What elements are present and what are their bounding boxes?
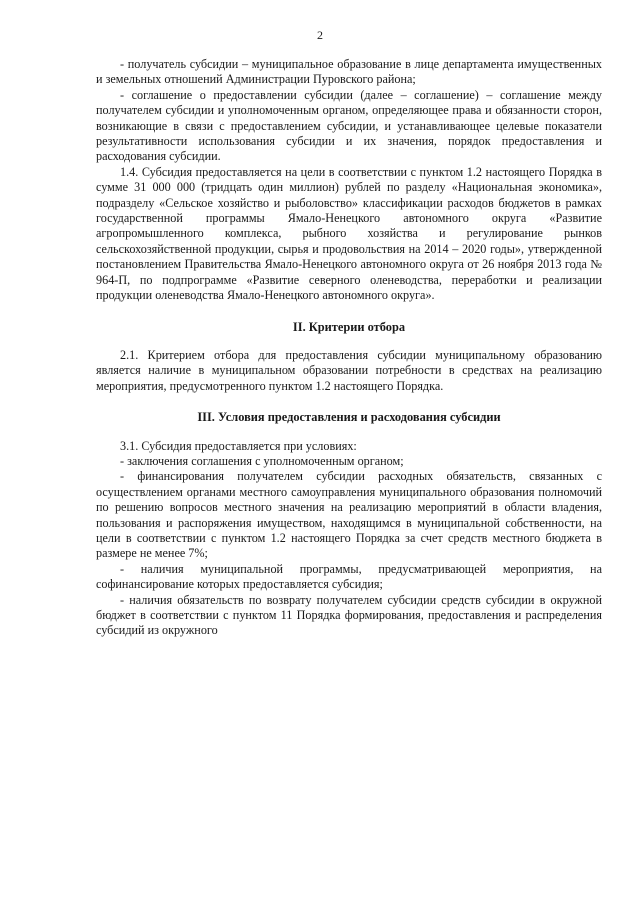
definition-agreement: - соглашение о предоставлении субсидии (далее – соглашение) – соглашение между получателем субсидии и уполномоченным органом, определяющее права и обязанности сторон, возникающие в связи с предоставлением субсидии, и устанавливающее целевые показатели результативности использования субсидии и их значения, порядок предоставления и расходования субсидии. (96, 87, 602, 164)
document-body (96, 57, 602, 639)
condition-financing: - финансирования получателем субсидии расходных обязательств, связанных с осуществлением органами местного самоуправления муниципального образования полномочий по решению вопросов местного значения на реализацию мероприятий в области владения, пользования и распоряжения имуществом, находящимся в муниципальной собственности, на цели в соответствии с пунктом 1.2 настоящего Порядка за счет средств местного бюджета в размере не менее 7%; (96, 469, 602, 561)
spacer (96, 304, 602, 320)
clause-2-1: 2.1. Критерием отбора для предоставления субсидии муниципальному образованию является наличие в муниципальном образовании потребности в средствах на реализацию мероприятия, предусмотренного пунктом 1.2 настоящего Порядка. (96, 347, 602, 393)
condition-agreement: - заключения соглашения с уполномоченным органом; (120, 453, 404, 468)
spacer (96, 335, 602, 348)
clause-1-4: 1.4. Субсидия предоставляется на цели в соответствии с пунктом 1.2 настоящего Порядка в сумме 31 000 000 (тридцать один миллион) рублей по разделу «Национальная экономика», подразделу «Сельское хозяйство и рыболовство» классификации расходов бюджетов в рамках государственной программы Ямало-Ненецкого автономного округа «Развитие агропромышленного комплекса, рыбного хозяйства и регулирование рынков сельскохозяйственной продукции, сырья и продовольствия на 2014 – 2020 годы», утвержденной постановлением Правительства Ямало-Ненецкого автономного округа от 26 ноября 2013 года № 964-П, по подпрограмме «Развитие северного оленеводства, переработки и реализации продукции оленеводства Ямало-Ненецкого автономного округа». (96, 164, 602, 303)
condition-program: - наличия муниципальной программы, предусматривающей мероприятия, на софинансирование которых предоставляется субсидия; (96, 561, 602, 592)
condition-return-obligation: - наличия обязательств по возврату получателем субсидии средств субсидии в окружной бюджет в соответствии с пунктом 11 Порядка формирования, предоставления и распределения субсидий из окружного (96, 592, 602, 638)
spacer (96, 426, 602, 439)
section-2-heading: II. Критерии отбора (292, 319, 406, 334)
definition-recipient: - получатель субсидии – муниципальное образование в лице департамента имущественных и земельных отношений Администрации Пуровского района; (96, 57, 602, 87)
clause-3-1: 3.1. Субсидия предоставляется при условиях: (120, 438, 357, 453)
page-number: 2 (317, 28, 323, 42)
spacer (96, 394, 602, 410)
section-3-heading: III. Условия предоставления и расходования субсидии (197, 410, 501, 425)
